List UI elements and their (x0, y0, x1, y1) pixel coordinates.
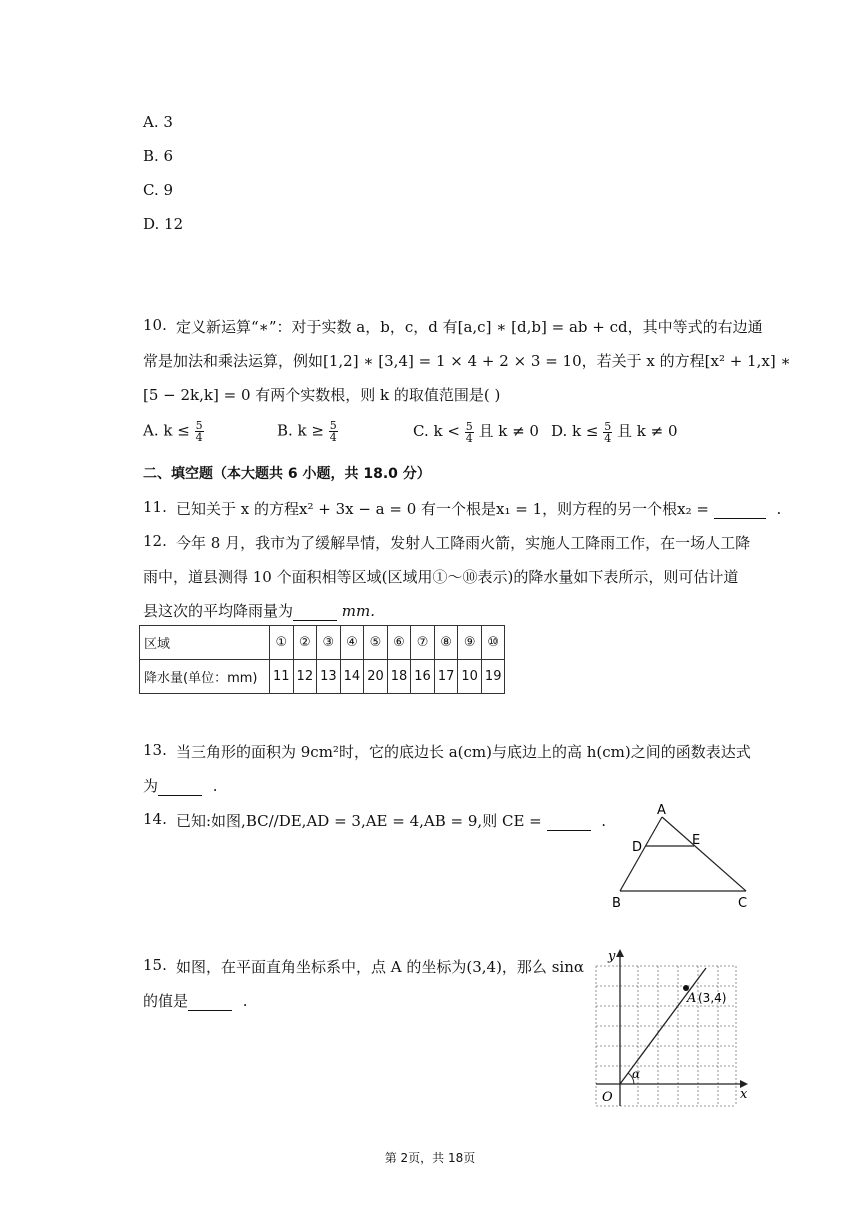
q13-answer-blank (158, 777, 202, 796)
q10-number: 10. (143, 316, 167, 334)
table-cell: ⑧ (434, 626, 458, 660)
table-cell: ⑦ (411, 626, 435, 660)
q15-answer-blank (188, 992, 232, 1011)
q10-option-d: D. k ≤ $\frac{5}{4}$ 且 k ≠ 0 (551, 419, 678, 445)
q13-line2: 为 . (143, 777, 218, 795)
q12-line2: 雨中，道县测得 10 个面积相等区域(区域用①～⑩表示)的降水量如下表所示，则可估计道 (143, 568, 739, 586)
table-cell: 16 (411, 660, 435, 694)
grid-lines (596, 966, 736, 1106)
q10-option-a: A. k ≤ $\frac{5}{4}$ (143, 419, 203, 444)
coordinate-grid-figure (590, 946, 760, 1112)
table-cell: 12 (293, 660, 317, 694)
table-cell: ③ (317, 626, 341, 660)
q9-option-a: A. 3 (143, 113, 173, 131)
q11-text: 已知关于 x 的方程x² + 3x − a = 0 有一个根是x₁ = 1，则方程的另一个根x₂ = . (176, 500, 782, 518)
table-header-region: 区域 (140, 626, 270, 660)
q10-line2: 常是加法和乘法运算，例如[1,2] ∗ [3,4] = 1 × 4 + 2 × 3 = 10，若关于 x 的方程[x² + 1,x] ∗ (143, 352, 791, 370)
table-cell: ⑨ (458, 626, 482, 660)
q15-number: 15. (143, 956, 167, 974)
label-c: C (738, 896, 748, 911)
table-cell: 11 (270, 660, 294, 694)
q12-line1: 今年 8 月，我市为了缓解旱情，发射人工降雨火箭，实施人工降雨工作，在一场人工降 (176, 534, 751, 552)
q11-answer-blank (714, 500, 766, 519)
table-cell: ② (293, 626, 317, 660)
q9-option-c: C. 9 (143, 181, 174, 199)
q11-number: 11. (143, 498, 167, 516)
label-origin: O (602, 1090, 613, 1105)
q13-number: 13. (143, 741, 167, 759)
q14-answer-blank (547, 812, 591, 831)
q10-line3: [5 − 2k,k] = 0 有两个实数根，则 k 的取值范围是( ) (143, 386, 501, 404)
section-title-fill-in: 二、填空题（本大题共 6 小题，共 18.0 分） (143, 466, 431, 482)
table-cell: 13 (317, 660, 341, 694)
label-y: y (608, 949, 616, 964)
q14-number: 14. (143, 810, 167, 828)
q12-answer-blank (293, 602, 337, 621)
label-e: E (692, 833, 701, 848)
page-footer: 第 2页，共 18页 (384, 1151, 476, 1165)
q12-number: 12. (143, 532, 167, 550)
q10-option-b: B. k ≥ $\frac{5}{4}$ (277, 419, 337, 444)
q9-option-b: B. 6 (143, 147, 174, 165)
table-header-rainfall: 降水量(单位：mm) (140, 660, 270, 694)
table-cell: ⑥ (387, 626, 411, 660)
q13-line1: 当三角形的面积为 9cm²时，它的底边长 a(cm)与底边上的高 h(cm)之间的函数表达式 (176, 743, 751, 761)
table-cell: 14 (340, 660, 364, 694)
table-row (140, 660, 505, 694)
table-cell: 18 (387, 660, 411, 694)
table-cell: ⑤ (364, 626, 388, 660)
q10-option-c: C. k < $\frac{5}{4}$ 且 k ≠ 0 (413, 419, 539, 445)
table-cell: 10 (458, 660, 482, 694)
label-alpha: α (632, 1067, 641, 1081)
y-axis-arrow (616, 949, 624, 957)
label-point-a: A (687, 991, 697, 1006)
label-point-coord: (3,4) (698, 991, 727, 1005)
q15-line2: 的值是 . (143, 992, 248, 1010)
q9-option-d: D. 12 (143, 215, 184, 233)
q12-line3: 县这次的平均降雨量为 mm. (143, 602, 376, 620)
side-ac (662, 817, 746, 891)
q10-line1: 定义新运算“∗”：对于实数 a，b，c，d 有[a,c] ∗ [d,b] = ab + cd，其中等式的右边通 (176, 318, 763, 336)
triangle-figure (600, 804, 760, 914)
rainfall-table (139, 625, 505, 694)
table-row (140, 626, 505, 660)
label-b: B (612, 896, 621, 911)
label-d: D (632, 840, 643, 855)
label-x: x (740, 1087, 748, 1102)
q15-line1: 如图，在平面直角坐标系中，点 A 的坐标为(3,4)，那么 sinα (176, 958, 584, 976)
table-cell: ① (270, 626, 294, 660)
label-a: A (657, 804, 666, 818)
table-cell: 20 (364, 660, 388, 694)
table-cell: 19 (481, 660, 505, 694)
table-cell: ⑩ (481, 626, 505, 660)
table-cell: 17 (434, 660, 458, 694)
q14-text: 已知:如图,BC//DE,AD = 3,AE = 4,AB = 9,则 CE = . (176, 812, 607, 830)
table-cell: ④ (340, 626, 364, 660)
